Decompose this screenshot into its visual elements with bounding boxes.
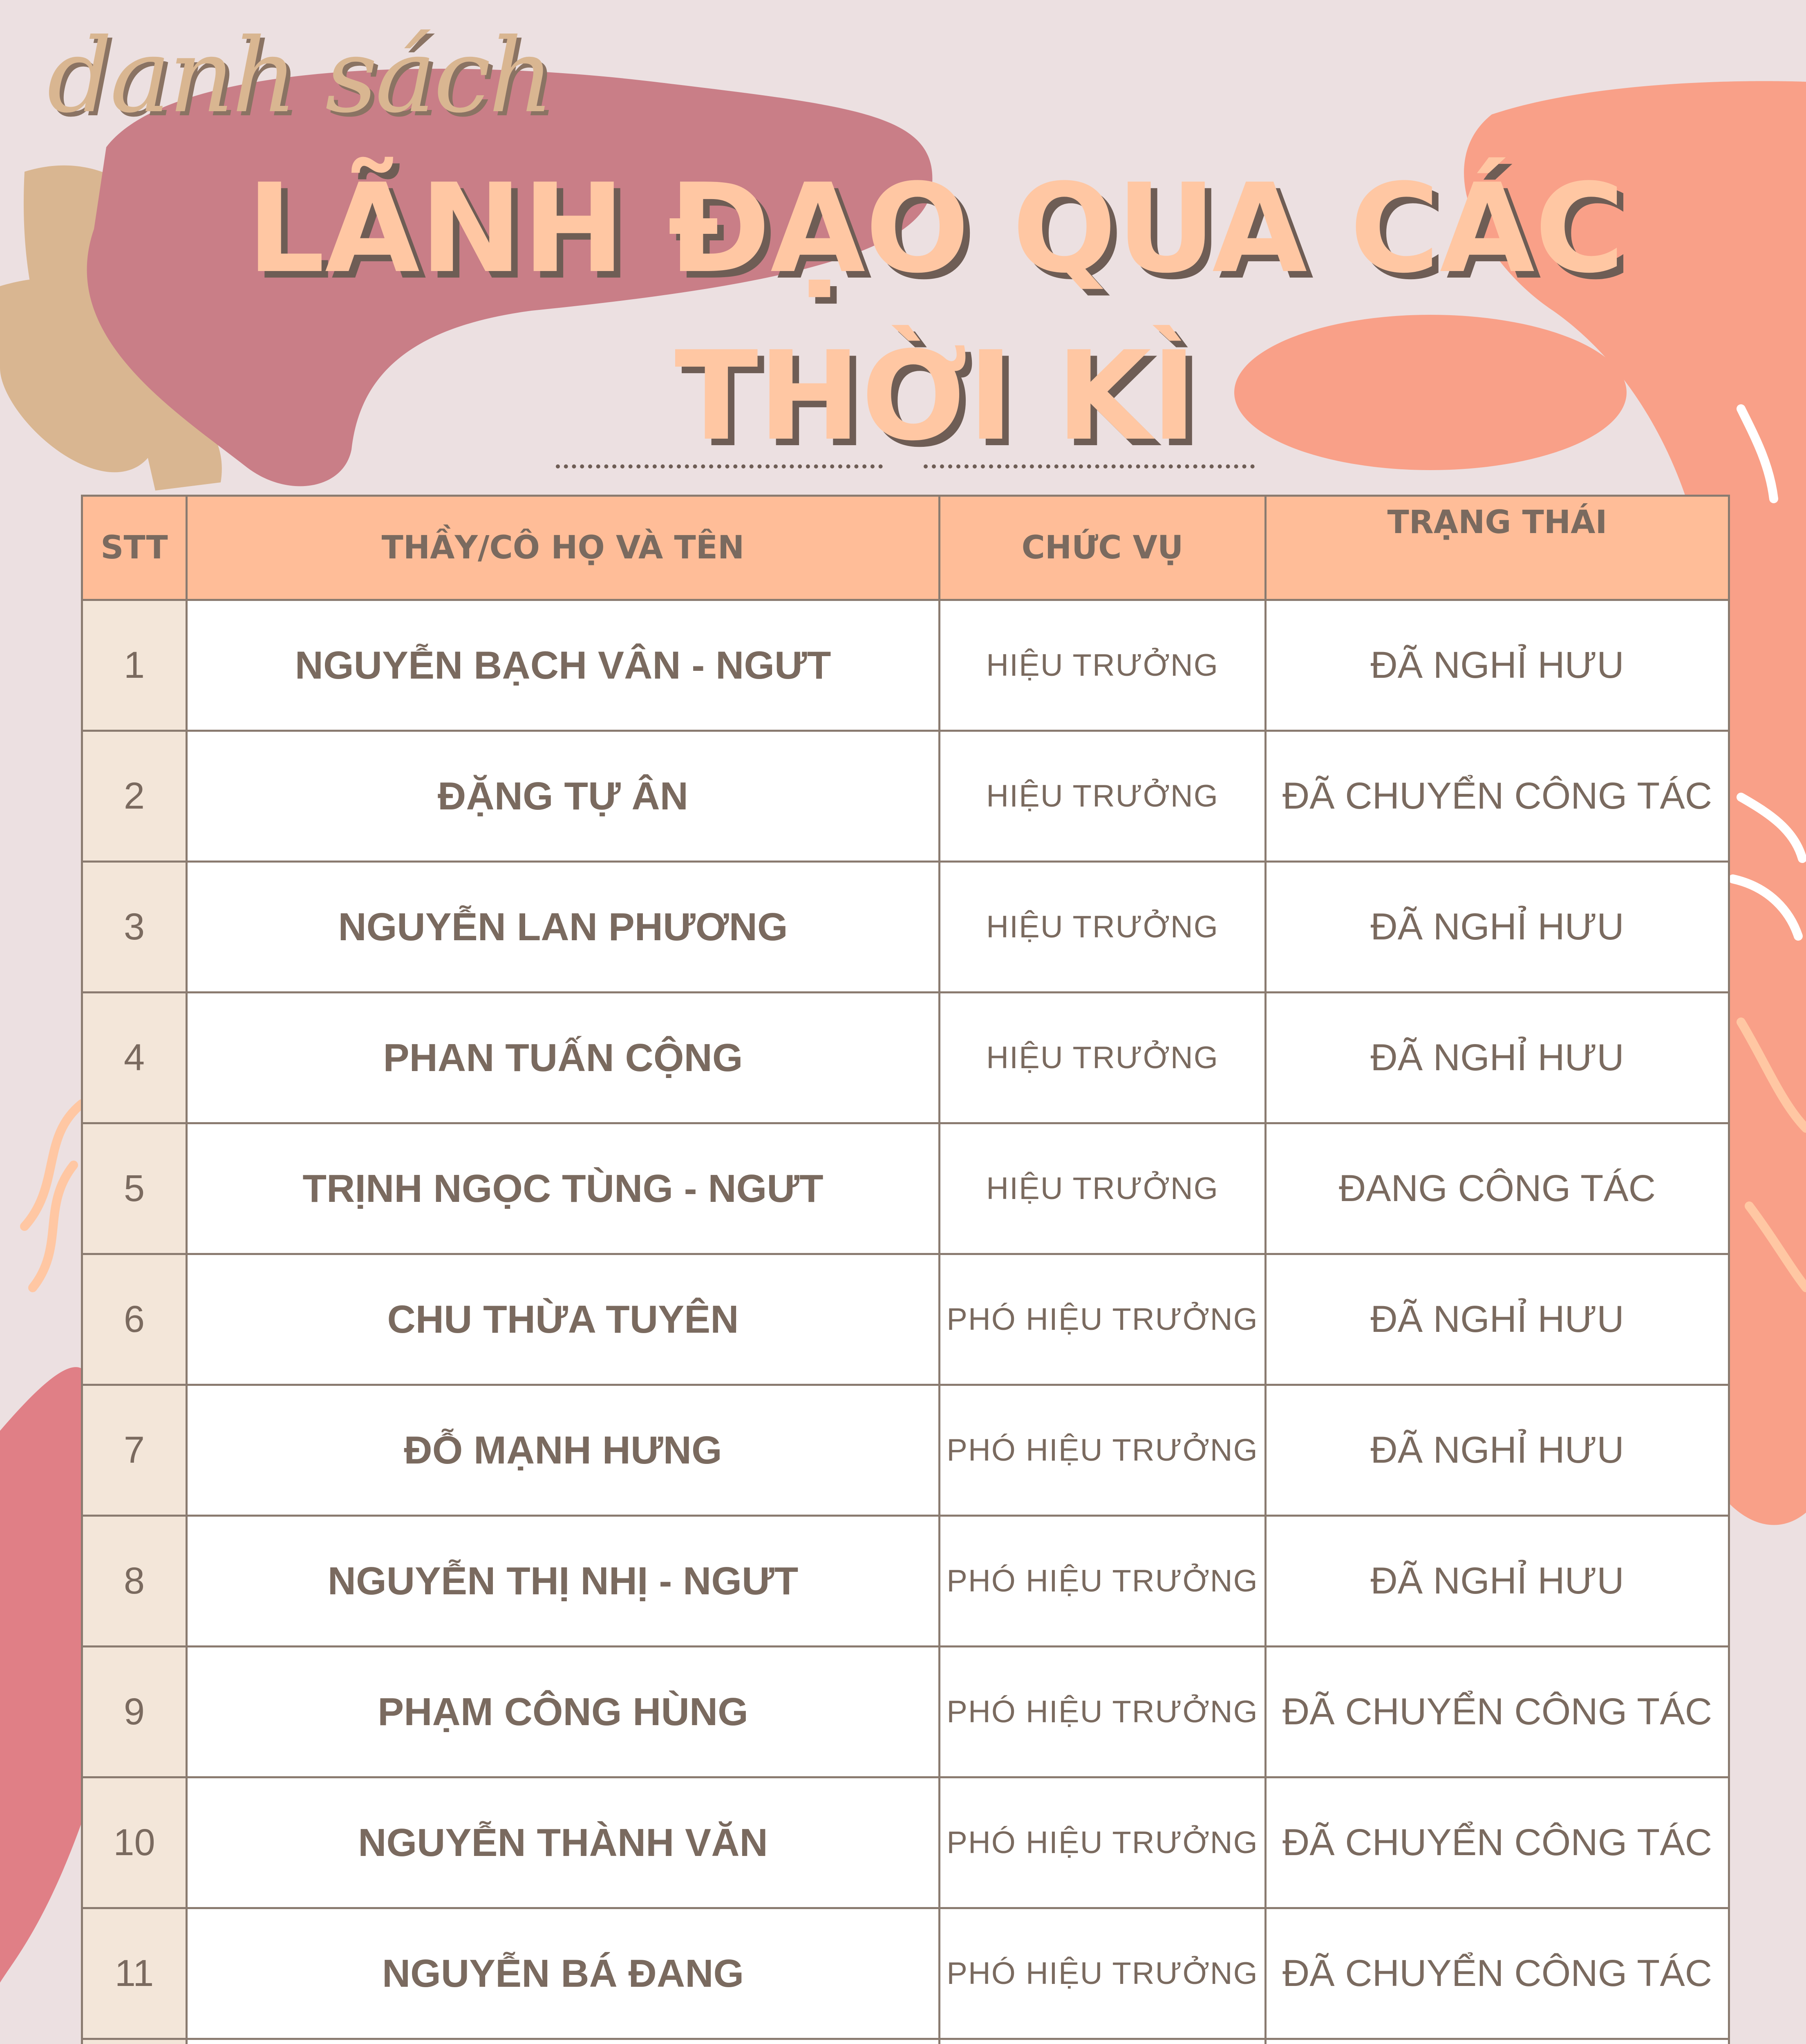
- row-name: NGUYỄN BÁ ĐANG: [187, 1908, 940, 2039]
- row-stt: 11: [82, 1908, 187, 2039]
- page-title-line-1: LÃNH ĐẠO QUA CÁC: [246, 157, 1625, 300]
- leadership-table: [81, 495, 1730, 2044]
- row-status: ĐÃ CHUYỂN CÔNG TÁC: [1266, 1777, 1729, 1908]
- row-name: PHAN TUẤN CỘNG: [187, 993, 940, 1123]
- table-row: [82, 2039, 1729, 2044]
- column-header-status: TRẠNG THÁI: [1266, 496, 1729, 600]
- row-status: ĐÃ CHUYỂN CÔNG TÁC: [1266, 731, 1729, 862]
- table-row: [82, 600, 1729, 731]
- row-status: ĐÃ CHUYỂN CÔNG TÁC: [1266, 1908, 1729, 2039]
- row-name: PHẠM CÔNG HÙNG: [187, 1647, 940, 1777]
- row-stt: 6: [82, 1254, 187, 1385]
- row-stt: 4: [82, 993, 187, 1123]
- row-name: NGUYỄN THỊ NHỊ - NGƯT: [187, 1516, 940, 1647]
- row-stt: 9: [82, 1647, 187, 1777]
- row-status: ĐÃ NGHỈ HƯU: [1266, 862, 1729, 993]
- row-name: NGUYỄN BẠCH VÂN - NGƯT: [187, 600, 940, 731]
- table-row: [82, 1777, 1729, 1908]
- table-row: [82, 1254, 1729, 1385]
- table-row: [82, 1908, 1729, 2039]
- row-name: ĐẶNG TỰ ÂN: [187, 731, 940, 862]
- row-position: PHÓ HIỆU TRƯỞNG: [940, 1385, 1266, 1516]
- row-position: HIỆU TRƯỞNG: [940, 731, 1266, 862]
- row-stt: 8: [82, 1516, 187, 1647]
- row-status: [1266, 2039, 1729, 2044]
- table-row: [82, 731, 1729, 862]
- row-stt: 7: [82, 1385, 187, 1516]
- table-row: [82, 1385, 1729, 1516]
- table-row: [82, 993, 1729, 1123]
- row-name: [187, 2039, 940, 2044]
- row-stt: 2: [82, 731, 187, 862]
- column-header-position: CHỨC VỤ: [940, 496, 1266, 600]
- row-stt: [82, 2039, 187, 2044]
- page-title-line-2: THỜI KÌ: [674, 325, 1197, 468]
- column-header-stt: STT: [82, 496, 187, 600]
- row-stt: 5: [82, 1123, 187, 1254]
- row-name: TRỊNH NGỌC TÙNG - NGƯT: [187, 1123, 940, 1254]
- row-status: ĐÃ NGHỈ HƯU: [1266, 600, 1729, 731]
- row-position: HIỆU TRƯỞNG: [940, 862, 1266, 993]
- row-position: HIỆU TRƯỞNG: [940, 600, 1266, 731]
- row-stt: 10: [82, 1777, 187, 1908]
- row-name: NGUYỄN THÀNH VĂN: [187, 1777, 940, 1908]
- row-status: ĐÃ CHUYỂN CÔNG TÁC: [1266, 1647, 1729, 1777]
- table-row: [82, 862, 1729, 993]
- row-position: HIỆU TRƯỞNG: [940, 1123, 1266, 1254]
- row-name: CHU THỪA TUYÊN: [187, 1254, 940, 1385]
- row-name: NGUYỄN LAN PHƯƠNG: [187, 862, 940, 993]
- dotted-divider-left: [556, 464, 883, 468]
- row-stt: 1: [82, 600, 187, 731]
- peach-scribble-lines: [25, 1104, 82, 1288]
- table-row: [82, 1647, 1729, 1777]
- row-position: PHÓ HIỆU TRƯỞNG: [940, 1777, 1266, 1908]
- row-name: ĐỖ MẠNH HƯNG: [187, 1385, 940, 1516]
- table-row: [82, 1516, 1729, 1647]
- row-status: ĐÃ NGHỈ HƯU: [1266, 1254, 1729, 1385]
- row-position: [940, 2039, 1266, 2044]
- row-stt: 3: [82, 862, 187, 993]
- table-row: [82, 1123, 1729, 1254]
- row-position: HIỆU TRƯỞNG: [940, 993, 1266, 1123]
- row-status: ĐÃ NGHỈ HƯU: [1266, 1516, 1729, 1647]
- column-header-name: THẦY/CÔ HỌ VÀ TÊN: [187, 496, 940, 600]
- dotted-divider-right: [924, 464, 1255, 468]
- row-position: PHÓ HIỆU TRƯỞNG: [940, 1647, 1266, 1777]
- table-header-row: [82, 496, 1729, 600]
- row-status: ĐÃ NGHỈ HƯU: [1266, 1385, 1729, 1516]
- pink-blob-shape: [0, 1367, 90, 1983]
- row-position: PHÓ HIỆU TRƯỞNG: [940, 1908, 1266, 2039]
- row-status: ĐÃ NGHỈ HƯU: [1266, 993, 1729, 1123]
- script-title: danh sách: [47, 16, 552, 135]
- row-position: PHÓ HIỆU TRƯỞNG: [940, 1254, 1266, 1385]
- row-position: PHÓ HIỆU TRƯỞNG: [940, 1516, 1266, 1647]
- row-status: ĐANG CÔNG TÁC: [1266, 1123, 1729, 1254]
